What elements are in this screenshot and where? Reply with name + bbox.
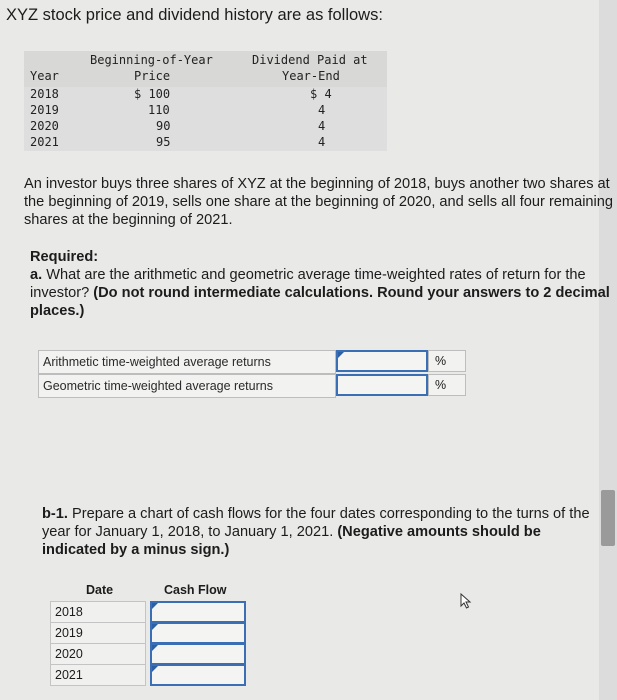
stock-history-table: [24, 51, 387, 155]
part-a-question: [30, 266, 610, 320]
row-dividend: $ 4: [310, 87, 332, 101]
geometric-row: [38, 374, 336, 398]
row-year: 2019: [30, 103, 59, 117]
part-b1-instructions: (Negative amounts should be indicated by a minus sign.): [42, 524, 541, 558]
input-marker-icon: [152, 666, 158, 672]
percent-unit: %: [435, 378, 447, 392]
row-price: 110: [148, 103, 170, 117]
geometric-return-input[interactable]: [336, 374, 428, 396]
table-row: [24, 103, 387, 119]
date-cell: [50, 643, 146, 665]
table-row: [24, 119, 387, 135]
row-dividend: 4: [318, 103, 326, 117]
row-year: 2020: [30, 119, 59, 133]
cash-flow-header: Cash Flow: [164, 583, 227, 597]
date-cell: [50, 622, 146, 644]
input-marker-icon: [152, 603, 158, 609]
date-label: 2020: [55, 647, 83, 661]
time-weighted-returns-table: [38, 350, 468, 398]
header-year: Year: [30, 69, 59, 83]
problem-title: XYZ stock price and dividend history are as follows:: [6, 6, 383, 24]
arithmetic-unit-cell: [428, 350, 466, 372]
part-a-instructions: (Do not round intermediate calculations. Round your answers to 2 decimal places.): [30, 285, 610, 319]
required-heading: Required:: [30, 249, 99, 265]
scrollbar-track[interactable]: [599, 0, 617, 700]
cash-flow-input-2021[interactable]: [150, 664, 246, 686]
table-row: [24, 87, 387, 103]
date-label: 2018: [55, 605, 83, 619]
arithmetic-row: [38, 350, 336, 374]
header-price-line1: Beginning-of-Year: [90, 53, 213, 67]
row-year: 2018: [30, 87, 59, 101]
input-marker-icon: [338, 352, 344, 358]
percent-unit: %: [435, 354, 447, 368]
cash-flow-input-2018[interactable]: [150, 601, 246, 623]
cash-flow-input-2019[interactable]: [150, 622, 246, 644]
part-a-prefix: a.: [30, 267, 43, 283]
geometric-label: Geometric time-weighted average returns: [43, 379, 273, 393]
arithmetic-return-input[interactable]: [336, 350, 428, 372]
cash-flow-table: [50, 577, 246, 687]
row-price: 95: [156, 135, 171, 149]
input-marker-icon: [152, 645, 158, 651]
date-cell: [50, 664, 146, 686]
date-cell: [50, 601, 146, 623]
arithmetic-label: Arithmetic time-weighted average returns: [43, 355, 271, 369]
row-dividend: 4: [318, 135, 326, 149]
geometric-unit-cell: [428, 374, 466, 396]
row-price: $ 100: [134, 87, 171, 101]
problem-paragraph: An investor buys three shares of XYZ at the beginning of 2018, buys another two shares at the beginning of 2019, sells one share at the beginning of 2020, and sells all four remaining shares at the beginning of 2021.: [24, 176, 614, 228]
mouse-cursor-icon: [458, 592, 476, 610]
part-a-text: What are the arithmetic and geometric average time-weighted rates of return for the investor?: [30, 267, 586, 301]
date-label: 2021: [55, 668, 83, 682]
required-section: [30, 248, 610, 320]
part-b1-text: Prepare a chart of cash flows for the four dates corresponding to the turns of the year for January 1, 2018, to January 1, 2021.: [42, 506, 590, 540]
part-b1-prefix: b-1.: [42, 506, 68, 522]
row-dividend: 4: [318, 119, 326, 133]
date-label: 2019: [55, 626, 83, 640]
row-year: 2021: [30, 135, 59, 149]
header-price-line2: Price: [134, 69, 171, 83]
cash-flow-input-2020[interactable]: [150, 643, 246, 665]
row-price: 90: [156, 119, 171, 133]
scrollbar-thumb[interactable]: [601, 490, 615, 546]
header-dividend-line2: Year-End: [282, 69, 340, 83]
input-marker-icon: [152, 624, 158, 630]
part-b1-question: [42, 505, 602, 559]
header-dividend-line1: Dividend Paid at: [252, 53, 368, 67]
table-row: [24, 135, 387, 151]
date-header: Date: [86, 583, 114, 597]
